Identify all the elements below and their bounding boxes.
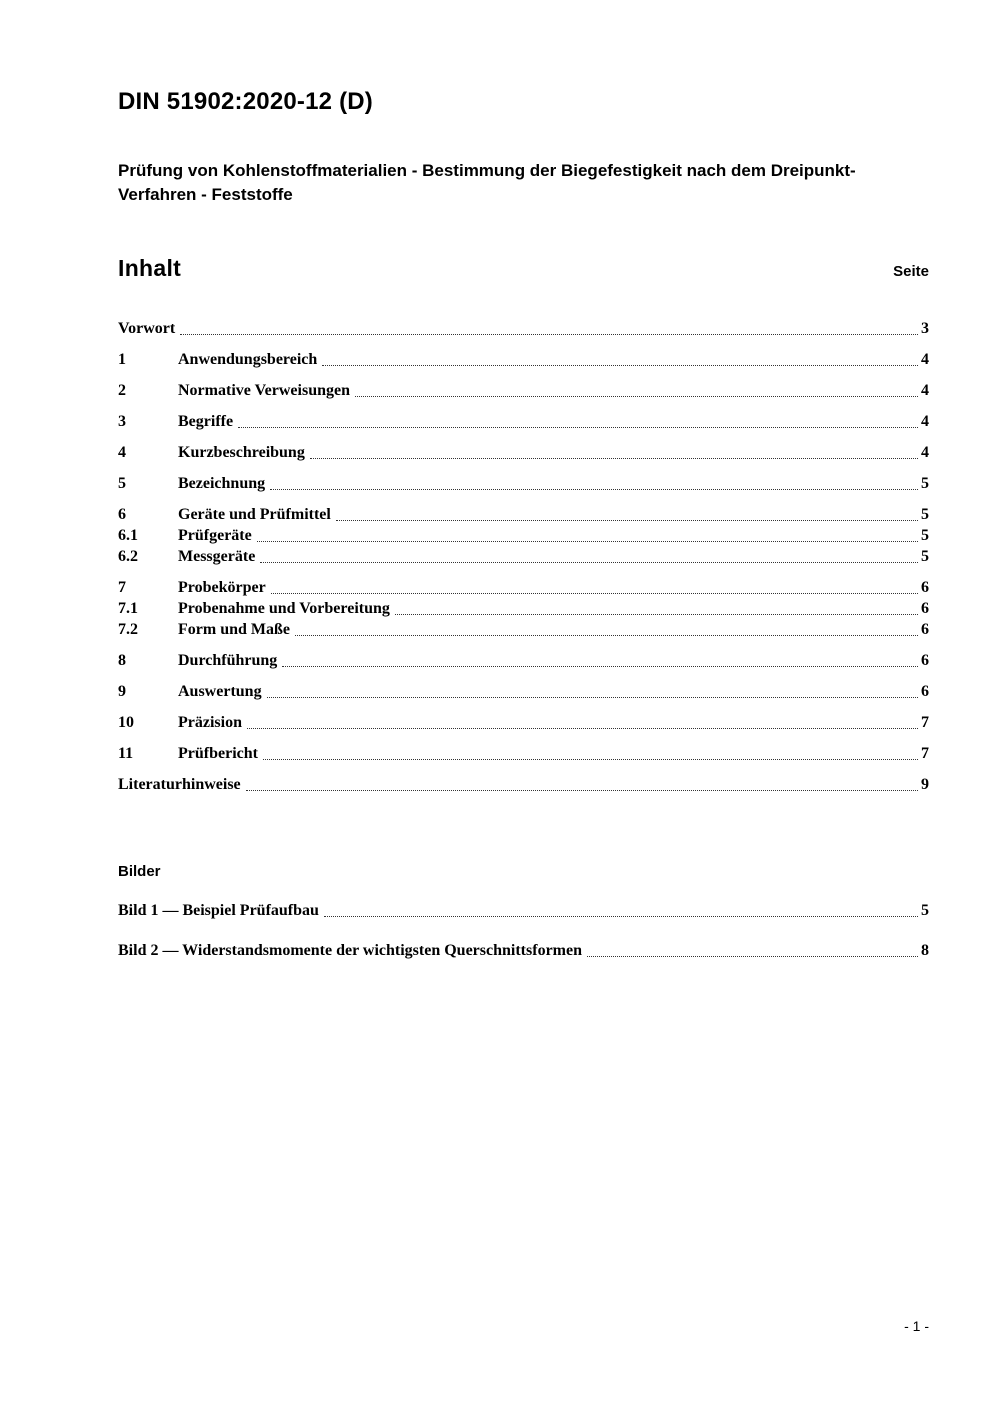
toc-entry-title: Durchführung [178,652,278,669]
page-number-footer: - 1 - [904,1318,929,1334]
figure-entry-title: Bild 1 — Beispiel Prüfaufbau [118,902,319,919]
figure-entry-page: 5 [921,902,929,919]
toc-entry-number: 7.2 [118,621,138,638]
toc-entry-dot-leader [238,427,918,428]
toc-entry-title: Literaturhinweise [118,776,241,793]
toc-entry [118,411,929,432]
toc-entry [118,619,929,640]
toc-entry-dot-leader [270,489,918,490]
toc-entry-dot-leader [267,697,918,698]
toc-entry [118,650,929,671]
toc-entry-page: 3 [921,320,929,337]
toc-entry-number: 6.2 [118,548,138,565]
doc-title: Prüfung von Kohlenstoffmaterialien - Bestimmung der Biegefestigkeit nach dem Dreipunkt-Verfahren - Feststoffe [118,161,856,204]
toc-entry-dot-leader [246,790,918,791]
toc-entry [118,525,929,546]
toc-entry-number: 5 [118,475,126,492]
bilder-heading: Bilder [118,863,161,880]
toc-entry-title: Begriffe [178,413,234,430]
toc-entry-dot-leader [310,458,918,459]
toc-entry-number: 1 [118,351,126,368]
toc-entry-number: 10 [118,714,134,731]
toc-entry-dot-leader [282,666,918,667]
toc-entry-dot-leader [260,562,918,563]
toc-entry-dot-leader [247,728,918,729]
toc-entry-dot-leader [355,396,918,397]
toc-entry-number: 4 [118,444,126,461]
toc-entry-title: Messgeräte [178,548,256,565]
toc-entry [118,442,929,463]
toc-entry-page: 5 [921,475,929,492]
toc-entry [118,598,929,619]
toc-entry-title: Prüfbericht [178,745,258,762]
doc-number: DIN 51902:2020-12 (D) [118,88,373,115]
toc-entry [118,380,929,401]
toc-entry-page: 9 [921,776,929,793]
toc-entry [118,546,929,567]
toc-entry-dot-leader [271,593,918,594]
toc-entry-page: 6 [921,621,929,638]
toc-entry-title: Vorwort [118,320,176,337]
toc-list [118,318,929,795]
toc-entry [118,349,929,370]
toc-entry-page: 4 [921,444,929,461]
toc-entry-number: 7 [118,579,126,596]
figure-entry-page: 8 [921,942,929,959]
figure-entry-dot-leader [324,916,918,917]
toc-entry-number: 6 [118,506,126,523]
figure-entry [118,900,929,921]
toc-entry-title: Normative Verweisungen [178,382,350,399]
toc-entry-title: Geräte und Prüfmittel [178,506,331,523]
toc-entry-page: 6 [921,579,929,596]
page-content [118,88,929,961]
toc-entry-title: Auswertung [178,683,262,700]
toc-entry-page: 5 [921,506,929,523]
toc-entry [118,712,929,733]
toc-header-row [118,255,929,282]
toc-entry-page: 4 [921,413,929,430]
toc-entry-dot-leader [263,759,918,760]
toc-entry-page: 5 [921,527,929,544]
toc-entry-number: 2 [118,382,126,399]
toc-entry [118,774,929,795]
toc-entry-number: 8 [118,652,126,669]
toc-entry-title: Probenahme und Vorbereitung [178,600,390,617]
toc-entry-title: Probekörper [178,579,266,596]
toc-page-column-label: Seite [893,263,929,280]
toc-entry-page: 7 [921,745,929,762]
toc-entry-page: 7 [921,714,929,731]
toc-entry [118,577,929,598]
toc-entry-dot-leader [295,635,918,636]
toc-entry-title: Prüfgeräte [178,527,252,544]
bilder-list [118,900,929,961]
toc-entry-page: 4 [921,382,929,399]
toc-entry-page: 6 [921,652,929,669]
toc-entry-title: Bezeichnung [178,475,266,492]
toc-entry [118,473,929,494]
figure-entry-title: Bild 2 — Widerstandsmomente der wichtigsten Querschnittsformen [118,942,582,959]
figure-entry [118,940,929,961]
toc-entry-page: 6 [921,600,929,617]
toc-entry-dot-leader [336,520,918,521]
toc-entry-title: Präzision [178,714,242,731]
toc-entry-page: 5 [921,548,929,565]
toc-entry-number: 9 [118,683,126,700]
toc-entry [118,681,929,702]
toc-entry-page: 4 [921,351,929,368]
toc-entry-dot-leader [322,365,918,366]
toc-entry-number: 3 [118,413,126,430]
figure-entry-dot-leader [587,956,918,957]
toc-entry [118,504,929,525]
toc-entry-dot-leader [180,334,918,335]
toc-entry-title: Anwendungsbereich [178,351,318,368]
toc-entry-dot-leader [395,614,918,615]
toc-entry-title: Form und Maße [178,621,290,638]
toc-entry [118,743,929,764]
toc-entry [118,318,929,339]
toc-entry-number: 7.1 [118,600,138,617]
toc-entry-number: 11 [118,745,134,762]
toc-entry-number: 6.1 [118,527,138,544]
toc-entry-page: 6 [921,683,929,700]
toc-heading: Inhalt [118,255,182,281]
toc-entry-dot-leader [257,541,918,542]
toc-entry-title: Kurzbeschreibung [178,444,305,461]
